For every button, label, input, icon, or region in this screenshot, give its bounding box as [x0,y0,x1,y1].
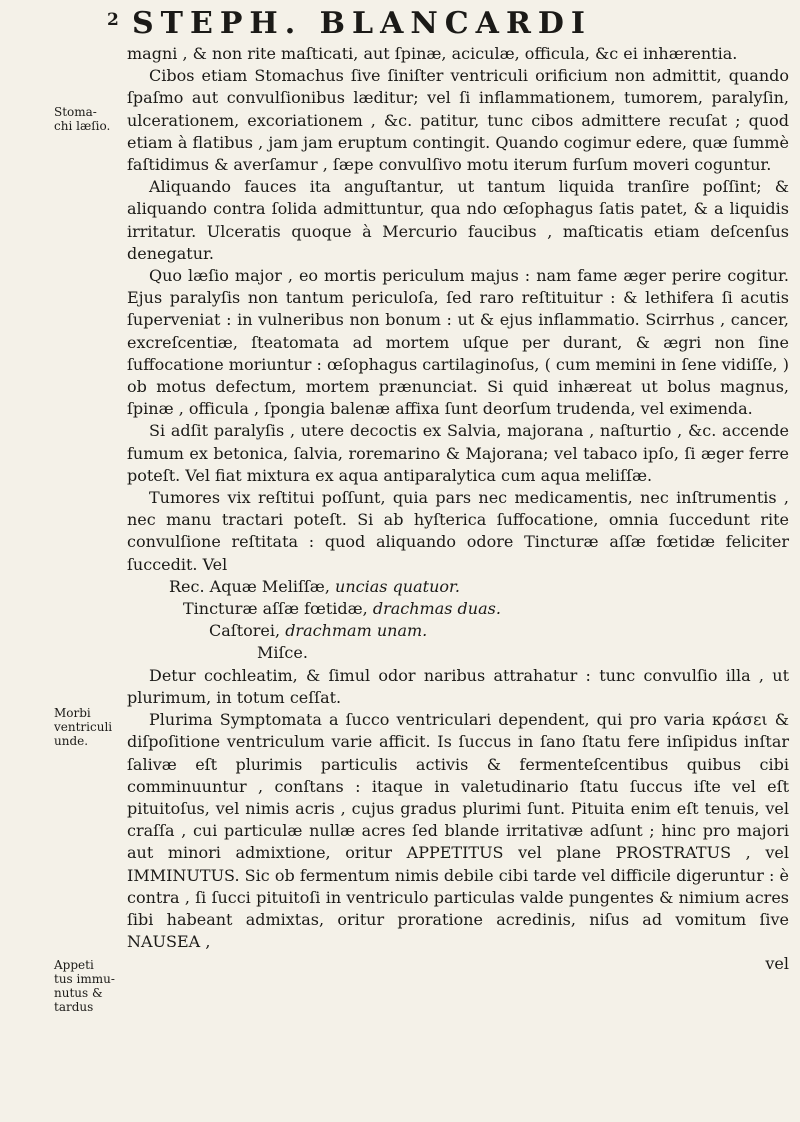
paragraph: Detur cochleatim, & ſimul odor naribus attrahatur : tunc convulſio illa , ut plurimum, in totum ceſſat. [127,665,789,707]
recipe-quantity: drachmas duas. [372,599,501,619]
recipe-line [127,598,789,620]
paragraph: magni , & non rite maſticati, aut ſpinæ, aciculæ, officula, &c ei inhærentia. [127,44,738,63]
recipe-misce: Miſce. [257,643,308,663]
recipe-ingredient: Tincturæ aſſæ fœtidæ, [183,599,368,619]
margin-note-appetitus [54,958,130,1014]
running-head: STEPH. BLANCARDI [132,6,592,41]
catchword: vel [765,954,789,974]
recipe-quantity: uncias quatuor. [335,576,460,596]
recipe-ingredient: Rec. Aquæ Meliſſæ, [169,576,330,596]
recipe-ingredient: Caſtorei, [209,621,281,641]
page-number: 2 [107,10,119,30]
paragraph: Tumores vix reſtitui poſſunt, quia pars nec medicamentis, nec inſtrumentis , nec manu tractari poteſt. Si ab hyſterica ſuffocatione, omnia ſuccedunt rite convulſione reſtitata : quod aliquando odore Tincturæ aſſæ fœtidæ feliciter ſuccedit. Vel [127,488,789,574]
recipe-line [127,576,789,598]
paragraph: Quo læſio major , eo mortis periculum majus : nam fame æger perire cogitur. Ejus paralyſis non tantum periculoſa, ſed raro reſtituitur : & lethifera ſi acutis ſuperveniat : in vulneribus non bonum : ut & ejus inflammatio. Scirrhus , cancer, excreſcentiæ, ſteatomata ad mortem uſque per durant, & ægri non ſine ſuffocatione moriuntur : œſophagus cartilaginoſus, ( cum memini in ſene vidiſſe, ) ob motus defectum, mortem prænunciat. Si quid inhæreat ut bolus magnus, ſpinæ , officula , ſpongia balenæ affixa ſunt deorſum trudenda, vel eximenda. [127,266,789,419]
recipe-line [127,620,789,642]
body-text [127,43,789,976]
paragraph: Si adſit paralyſis , utere decoctis ex Salvia, majorana , naſturtio , &c. accende fumum ex betonica, ſalvia, roremarino & Majorana; vel tabaco ipſo, ſi æger ferre poteſt. Vel fiat mixtura ex aqua antiparalytica cum aqua meliſſæ. [127,421,789,485]
paragraph: Aliquando fauces ita anguſtantur, ut tantum liquida tranſire poſſint; & aliquando contra ſolida admittuntur, qua ndo œſophagus ſatis patet, & a liquidis irritatur. Ulceratis quoque à Mercurio faucibus , maſticatis etiam deſcenſus denegatur. [127,177,789,263]
margin-note-text: Appeti tus immu- nutus & tardus [54,958,115,1014]
recipe-quantity: drachmam unam. [285,621,428,641]
margin-note-stomachi-laesio [54,105,130,133]
margin-note-text: Stoma- chi læſio. [54,105,111,133]
paragraph: Cibos etiam Stomachus ſive ſiniſter ventriculi orificium non admittit, quando ſpaſmo aut convulſionibus læditur; vel ſi inflammationem, tumorem, paralyſin, ulcerationem, excoriationem , &c. patitur, tunc cibos admittere recuſat ; quod etiam à flatibus , jam jam eruptum contingit. Quando cogimur edere, quæ ſummè faſtidimus & averſamur , ſæpe convulſivo motu iterum furſum moveri coguntur. [127,66,789,175]
margin-note-text: Morbi ventriculi unde. [54,706,113,748]
paragraph: Plurima Symptomata a ſucco ventriculari dependent, qui pro varia κράσει & diſpoſitione ventriculum varie afficit. Is ſuccus in ſano ſtatu fere inſipidus inſtar ſalivæ eſt plurimis particulis activis & fermenteſcentibus quibus cibi comminuuntur , conſtans : itaque in valetudinario ſtatu ſuccus iſte vel eſt pituitoſus, vel nimis acris , cujus gradus plurimi ſunt. Pituita enim eſt tenuis, vel craſſa , cui particulæ nullæ acres ſed blande irritativæ adſunt ; hinc pro majori aut minori admixtione, oritur APPETITUS vel plane PROSTRATUS , vel IMMINUTUS. Sic ob fermentum nimis debile cibi tarde vel difficile digeruntur : è contra , ſi ſucci pituitoſi in ventriculo particulas valde pungentes & nimium acres ſibi habeant admixtas, oritur proratione acredinis, niſus ad vomitum ſive NAUSEA , [127,710,789,952]
margin-note-morbi-ventriculi [54,706,130,748]
